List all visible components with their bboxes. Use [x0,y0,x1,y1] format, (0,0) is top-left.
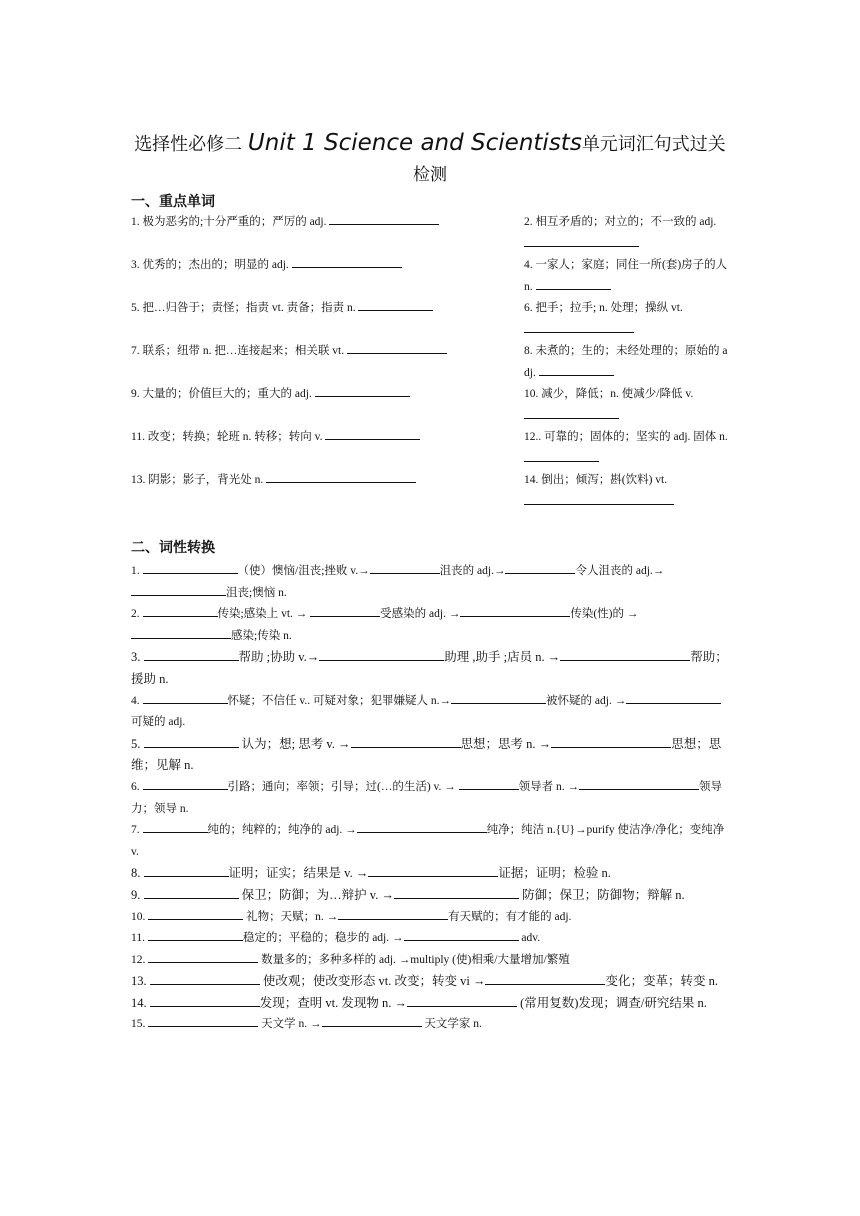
answer-blank[interactable] [143,604,218,617]
answer-blank[interactable] [144,886,239,899]
item-text: 令人沮丧的 adj.→ [575,565,665,577]
answer-blank[interactable] [150,972,260,985]
vocab-item-text: 8. 未煮的；生的；未经处理的；原始的 adj. [524,345,728,379]
item-text: 引路；通向；率领；引导；过(…的生活) v. → [227,780,459,793]
answer-blank[interactable] [292,255,402,268]
vocab-item [524,341,731,384]
vocab-list [131,212,731,513]
vocab-item [131,470,471,513]
item-text: 天文学家 n. [421,1018,482,1031]
conversion-item [131,734,731,777]
vocab-item [131,427,471,470]
answer-blank[interactable] [315,384,410,397]
item-text: 变化；变革；转变 n. [605,974,718,989]
item-number: 4. [131,694,143,707]
item-text: (常用复数)发现；调查/研究结果 n. [516,995,707,1010]
item-text: 沮丧的 adj.→ [439,565,506,577]
item-text: 防御；保卫；防御物；辩解 n. [518,887,685,902]
vocab-item-text: 6. 把手；拉手; n. 处理；操纵 vt. [524,302,683,314]
answer-blank[interactable] [143,777,228,790]
item-text: 帮助 ;协助 v.→ [238,650,320,665]
conversion-item [131,885,731,907]
answer-blank[interactable] [131,626,231,639]
vocab-item [524,255,731,298]
item-number: 9. [131,887,144,902]
answer-blank[interactable] [460,604,570,617]
item-text: 思想；思考 n. → [460,736,552,751]
answer-blank[interactable] [459,777,519,790]
answer-blank[interactable] [144,864,229,877]
answer-blank[interactable] [485,972,605,985]
conversion-list [131,561,731,1036]
vocab-row [131,212,731,255]
item-number: 11. [131,932,148,945]
answer-blank[interactable] [536,277,611,290]
answer-blank[interactable] [370,561,440,574]
answer-blank[interactable] [322,1014,422,1027]
answer-blank[interactable] [347,341,447,354]
answer-blank[interactable] [144,648,239,661]
vocab-item [524,298,731,341]
item-number: 7. [131,824,143,837]
answer-blank[interactable] [325,427,420,440]
answer-blank[interactable] [626,691,721,704]
item-text: 证明；证实；结果是 v. → [228,866,369,881]
vocab-item [131,255,471,298]
vocab-row [131,427,731,470]
item-text: 感染;传染 n. [231,629,292,642]
item-text: 天文学 n. → [258,1018,322,1031]
item-number: 15. [131,1018,149,1031]
item-text: 传染;感染上 vt. → [217,608,311,621]
title-line2: 检测 [413,165,447,185]
answer-blank[interactable] [524,320,634,333]
item-text: 纯净；纯洁 n.{U}→purify 使洁净/净化；变纯净 v. [131,824,725,858]
answer-blank[interactable] [524,449,599,462]
item-text: 领导力；领导 n. [131,780,723,815]
item-text: 稳定的；平稳的；稳步的 adj. → [242,932,404,945]
item-text: 可疑的 adj. [131,716,186,729]
page-title [110,128,750,190]
answer-blank[interactable] [329,212,439,225]
vocab-item-text: 3. 优秀的；杰出的；明显的 adj. [131,259,292,271]
vocab-row [131,384,731,427]
item-text: 助理 ,助手 ;店员 n. → [444,650,561,665]
vocab-row [131,470,731,513]
vocab-item-text: 12.. 可靠的；固体的；坚实的 adj. 固体 n. [524,431,728,443]
conversion-item [131,820,731,863]
answer-blank[interactable] [148,1014,258,1027]
vocab-item [524,384,731,427]
vocab-item-text: 5. 把…归咎于；责怪；指责 vt. 责备；指责 n. [131,302,359,314]
conversion-item [131,777,731,820]
conversion-item [131,928,731,950]
answer-blank[interactable] [357,820,487,833]
vocab-row [131,341,731,384]
item-text: 领导者 n. → [518,780,580,793]
answer-blank[interactable] [266,470,416,483]
item-text: 礼物；天赋；n. → [243,910,339,923]
answer-blank[interactable] [394,886,519,899]
answer-blank[interactable] [539,363,614,376]
item-number: 1. [131,565,143,577]
answer-blank[interactable] [351,735,461,748]
title-prefix: 选择性必修二 [134,134,248,155]
section-heading-vocab: 一、重点单词 [131,194,215,210]
answer-blank[interactable] [560,648,690,661]
item-text: 使改观；使改变形态 vt. 改变；转变 vi → [259,974,486,989]
item-text: 证据；证明；检验 n. [498,866,611,881]
vocab-item-text: 14. 倒出；倾泻；斟(饮料) vt. [524,474,668,486]
conversion-item [131,1014,731,1036]
answer-blank[interactable] [319,648,444,661]
item-text: 纯的；纯粹的；纯净的 adj. → [207,824,357,837]
vocab-item [131,212,471,255]
answer-blank[interactable] [310,604,380,617]
conversion-item [131,950,731,972]
answer-blank[interactable] [143,820,208,833]
vocab-item-text: 9. 大量的；价值巨大的；重大的 adj. [131,388,315,400]
answer-blank[interactable] [407,994,517,1007]
conversion-item [131,907,731,929]
answer-blank[interactable] [368,864,498,877]
vocab-item-text: 2. 相互矛盾的；对立的；不一致的 adj. [524,216,717,228]
conversion-item [131,647,731,690]
item-text: 保卫；防御；为…辩护 v. → [238,887,394,902]
item-text: 被怀疑的 adj. → [546,694,627,707]
vocab-item-text: 1. 极为恶劣的;十分严重的；严厉的 adj. [131,216,330,228]
answer-blank[interactable] [358,298,433,311]
conversion-item [131,691,731,734]
vocab-item-text: 11. 改变；转换；轮班 n. 转移；转向 v. [131,431,326,443]
answer-blank[interactable] [143,561,238,574]
answer-blank[interactable] [148,950,258,963]
item-text: 有天赋的；有才能的 adj. [448,910,572,923]
item-number: 5. [131,736,144,751]
vocab-item [131,384,471,427]
answer-blank[interactable] [131,583,226,596]
answer-blank[interactable] [144,735,239,748]
vocab-item [524,427,731,470]
vocab-item-text: 10. 减少，降低；n. 使减少/降低 v. [524,388,694,400]
conversion-item [131,971,731,993]
item-text: 发现；查明 vt. 发现物 n. → [259,995,407,1010]
vocab-row [131,255,731,298]
item-number: 14. [131,995,150,1010]
answer-blank[interactable] [579,777,699,790]
item-text: 数量多的；多种多样的 adj. →multiply (使)相乘/大量增加/繁殖 [258,953,570,966]
title-suffix: 单元词汇句式过关 [581,134,726,155]
vocab-item-text: 4. 一家人；家庭；同住一所(套)房子的人 n. [524,259,728,293]
answer-blank[interactable] [143,691,228,704]
vocab-item-text: 7. 联系；纽带 n. 把…连接起来；相关联 vt. [131,345,347,357]
answer-blank[interactable] [505,561,575,574]
item-text: 受感染的 adj. → [380,608,461,621]
vocab-item [524,212,731,255]
item-text: 帮助；援助 n. [131,650,728,686]
vocab-item [131,341,471,384]
item-text: 怀疑；不信任 v.. 可疑对象；犯罪嫌疑人 n.→ [227,694,452,707]
item-number: 3. [131,650,144,665]
section-heading-conversion: 二、词性转换 [131,540,215,556]
item-text: 思想；思维；见解 n. [131,736,722,773]
item-number: 10. [131,910,149,923]
answer-blank[interactable] [404,928,519,941]
conversion-item [131,604,731,647]
item-number: 12. [131,953,149,966]
item-text: 沮丧;懊恼 n. [226,586,287,599]
conversion-item [131,561,731,604]
answer-blank[interactable] [524,406,619,419]
vocab-row [131,298,731,341]
answer-blank[interactable] [524,234,639,247]
item-number: 13. [131,974,150,989]
answer-blank[interactable] [148,928,243,941]
conversion-item [131,863,731,885]
answer-blank[interactable] [551,735,671,748]
answer-blank[interactable] [451,691,546,704]
answer-blank[interactable] [150,994,260,1007]
answer-blank[interactable] [338,907,448,920]
conversion-item [131,993,731,1015]
item-text: （使）懊恼/沮丧;挫败 v.→ [237,565,370,577]
vocab-item-text: 13. 阴影；影子，背光处 n. [131,474,267,486]
title-english: Unit 1 Science and Scientists [247,130,582,156]
answer-blank[interactable] [148,907,243,920]
item-text: 认为；想; 思考 v. → [238,736,351,751]
item-text: 传染(性)的 → [570,608,639,621]
vocab-item [524,470,731,513]
item-text: adv. [518,932,541,945]
item-number: 8. [131,866,144,881]
item-number: 2. [131,608,143,621]
item-number: 6. [131,780,143,793]
answer-blank[interactable] [524,492,674,505]
vocab-item [131,298,471,341]
